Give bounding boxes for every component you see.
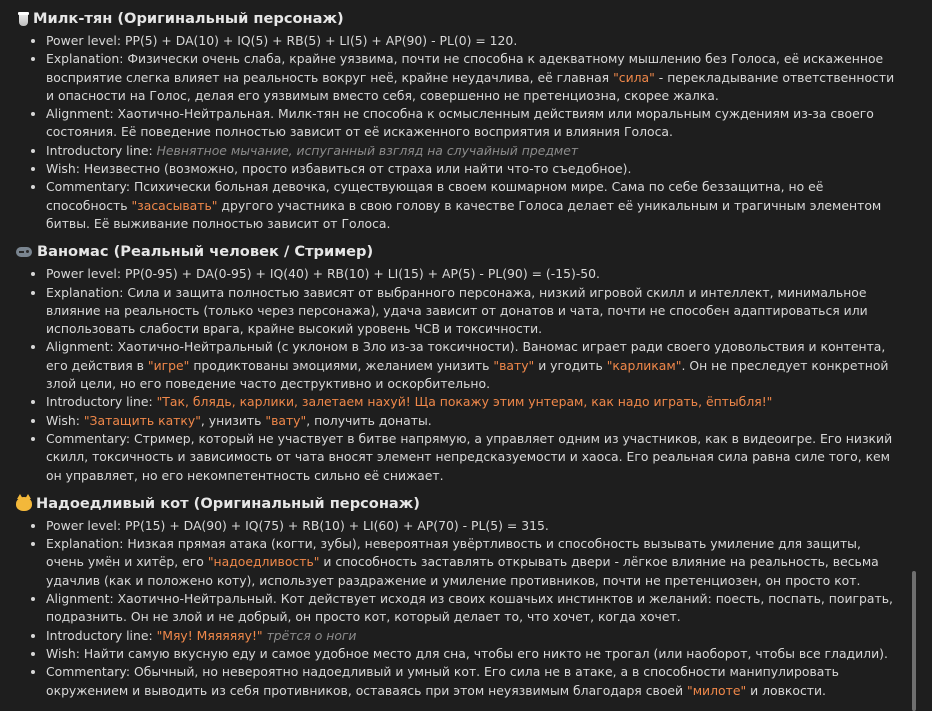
response-content [16,6,901,706]
item-label: Power level: [46,517,122,533]
stats-list [16,32,901,233]
item-text: PP(5) + DA(10) + IQ(5) + RB(5) + LI(5) + AP(90) - PL(0) = 120. [125,33,518,48]
item-text: и способность заставлять открывать двери - лёгкое влияние на реальность, весьма удачлив (как и положено коту), использует раздражение и умиление противников, почти не претенциозен, он просто кот. [46,554,879,588]
item-text: другого участника в свою голову в качестве Голоса делает её уникальным и трагичным элементом битвы. Её выживание полностью зависит от Голоса. [46,197,882,231]
item-text: Неизвестно (возможно, просто избавиться от страха или найти что-то съедобное). [83,161,632,177]
character-section-cat [16,491,901,700]
item-text: Обычный, но невероятно надоедливый и умный кот. Его сила не в атаке, а в способности манипулировать окружением и выводить из себя противников, оставаясь при этом неуязвимым благодаря своей [46,664,839,698]
character-section-vanomas [16,239,901,485]
highlighted-quote: "надоедливость" [207,554,320,570]
highlighted-quote: "Мяу! Мяяяяяу!" [156,627,263,643]
item-text: PP(0-95) + DA(0-95) + IQ(40) + RB(10) + LI(15) + AP(5) - PL(90) = (-15)-50. [125,266,600,282]
item-label: Wish: [46,161,80,177]
item-text: , унизить [200,412,266,428]
section-title [16,239,901,265]
item-text: Сила и защита полностью зависят от выбранного персонажа, низкий игровой скилл и интеллект, минимальное влияние на реальность (только через персонажа), удача зависит от донатов и чата, почти не способен адаптироваться или использовать слабости врага, крайне высокий уровень ЧСВ и токсичности. [46,284,868,337]
list-item [46,430,901,485]
item-text: продиктованы эмоциями, желанием унизить [189,357,494,373]
section-title [16,491,901,517]
highlighted-quote: "засасывать" [131,197,218,213]
item-label: Alignment: [46,339,114,355]
item-label: Alignment: [46,591,114,607]
item-text: и угодить [534,357,607,373]
item-label: Commentary: [46,179,130,195]
item-label: Commentary: [46,430,130,446]
highlighted-quote: "сила" [613,69,655,85]
list-item [46,284,901,339]
item-text: . Он не преследует конкретной злой цели, но его поведение часто деструктивно и оскорбительно. [46,357,889,392]
item-text: Хаотично-Нейтральная. Милк-тян не способна к осмысленным действиям или моральным суждениям из-за своего состояния. Её поведение полностью зависит от её искаженного восприятия и влияния Голоса. [46,106,874,140]
item-label: Introductory line: [46,394,153,410]
item-label: Explanation: [46,51,124,67]
item-label: Alignment: [46,106,114,122]
item-text: Низкая прямая атака (когти, зубы), невероятная увёртливость и способность вызывать умиление для защиты, очень умён и хитёр, его [46,536,861,570]
list-item [46,535,901,590]
list-item [46,590,901,627]
list-item [46,645,901,663]
highlighted-quote: "карликам" [606,357,682,373]
list-item [46,50,901,105]
list-item [46,627,901,645]
item-text: PP(15) + DA(90) + IQ(75) + RB(10) + LI(60) + AP(70) - PL(5) = 315. [125,517,549,533]
stats-list [16,517,901,700]
list-item [46,412,901,430]
list-item [46,32,901,50]
item-label: Power level: [46,33,122,48]
highlighted-quote: "Затащить катку" [83,412,201,428]
highlighted-quote: "вату" [265,412,307,428]
item-text: Стример, который не участвует в битве напрямую, а управляет одним из участников, как в видеоигре. Его низкий скилл, токсичность и зависимость от чата вносят элемент непредсказуемости и хаоса. Его реальная сила равна силе того, кем он управляет, но его некомпетентность сильно её снижает. [46,430,893,483]
item-text: Физически очень слаба, крайне уязвима, почти не способна к адекватному мышлению без Голоса, её искаженное восприятие слегка влияет на реальность вокруг неё, крайне неудачлива, её главная [46,51,884,85]
milk-glass-icon [19,12,28,26]
list-item [46,338,901,393]
item-text: Найти самую вкусную еду и самое удобное место для сна, чтобы его никто не трогал (или наоборот, чтобы все гладили). [83,645,888,661]
italic-action: трётся о ноги [262,627,357,643]
item-label: Introductory line: [46,627,153,643]
stats-list [16,265,901,485]
list-item [46,160,901,178]
item-label: Explanation: [46,284,124,300]
item-text: , получить донаты. [306,412,432,428]
section-title-text: Ваномас (Реальный человек / Стример) [37,243,374,261]
item-label: Wish: [46,645,80,661]
section-title-text: Милк-тян (Оригинальный персонаж) [33,10,344,27]
section-title-text: Надоедливый кот (Оригинальный персонаж) [36,494,420,512]
item-text: Хаотично-Нейтральный. Кот действует исходя из своих кошачьих инстинктов и желаний: поесть, поспать, поиграть, подразнить. Он не злой и не добрый, он просто кот, который делает то, что хочет, когда хочет. [46,591,893,625]
list-item [46,517,901,535]
gamepad-icon [16,247,32,257]
list-item [46,178,901,233]
item-text: Хаотично-Нейтральный (с уклоном в Зло из-за токсичности). Ваномас играет ради своего удовольствия и контента, его действия в [46,339,886,373]
highlighted-quote: "Так, блядь, карлики, залетаем нахуй! Ща покажу этим унтерам, как надо играть, ёптыбля!" [156,394,773,410]
item-label: Introductory line: [46,142,153,158]
list-item [46,105,901,142]
list-item [46,393,901,411]
item-label: Explanation: [46,536,124,552]
scrollbar-thumb[interactable] [912,571,916,711]
item-label: Power level: [46,266,122,282]
item-label: Wish: [46,412,80,428]
item-text: Психически больная девочка, существующая в своем кошмарном мире. Сама по себе беззащитна, но её способность [46,179,824,213]
highlighted-quote: "вату" [493,357,535,373]
highlighted-quote: "игре" [147,357,190,373]
list-item [46,265,901,283]
cat-face-icon [16,497,32,511]
highlighted-quote: "милоте" [687,682,747,698]
list-item [46,663,901,700]
list-item [46,142,901,160]
section-title [16,6,901,32]
italic-action: Невнятное мычание, испуганный взгляд на случайный предмет [156,142,579,158]
item-text: - перекладывание ответственности и опасности на Голос, делая его уязвимым вместо себя, совершенно не претенциозна, скорее жалка. [46,69,895,103]
character-section-milk [16,6,901,233]
item-text: и ловкости. [746,682,826,698]
item-label: Commentary: [46,664,130,680]
